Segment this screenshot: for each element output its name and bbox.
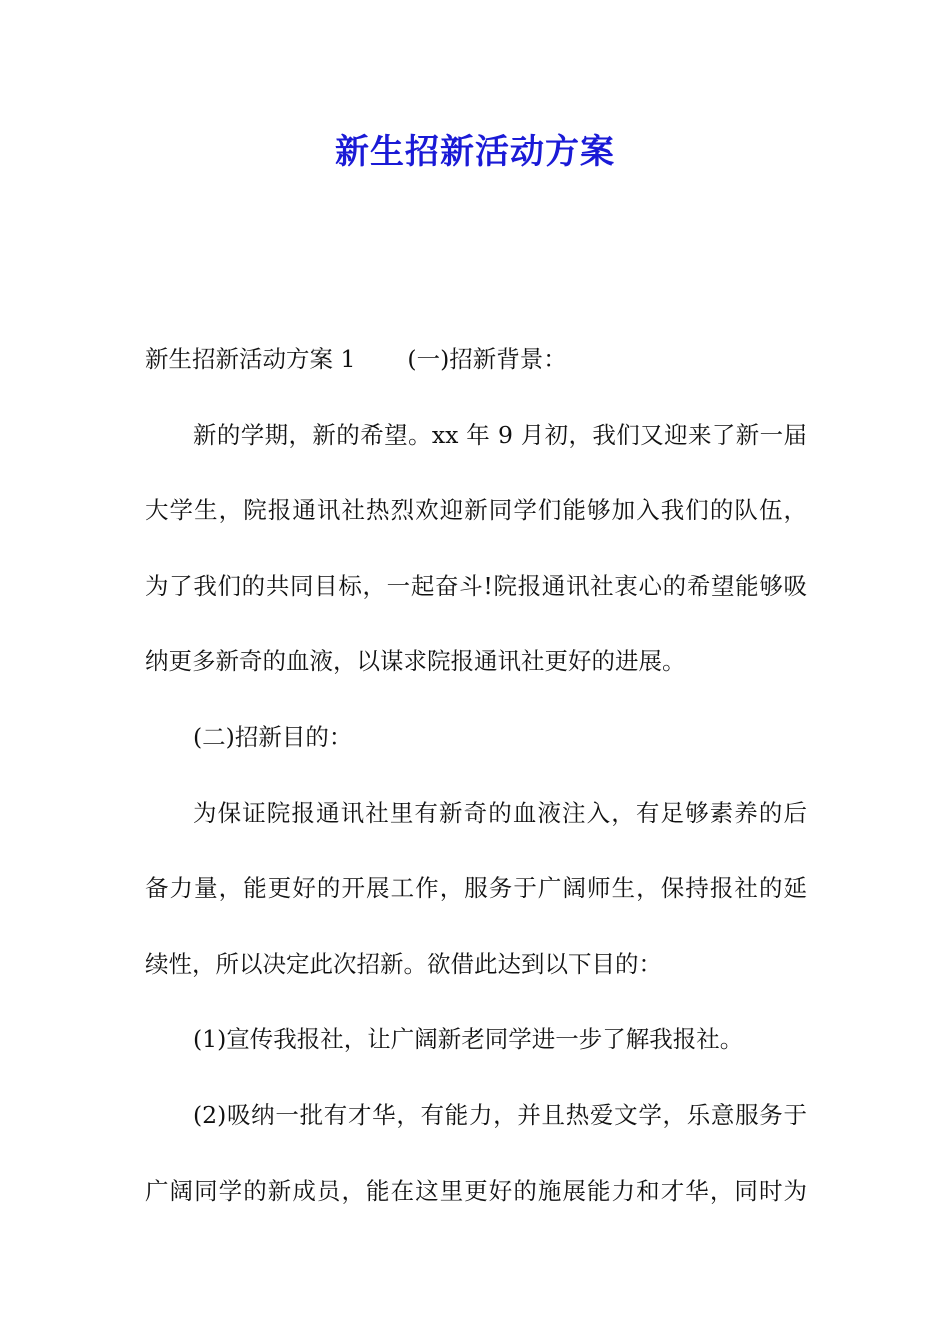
section-subheading: (一)招新背景： bbox=[407, 345, 567, 373]
paragraph-line: 备力量，能更好的开展工作，服务于广阔师生，保持报社的延 bbox=[145, 874, 807, 903]
section-heading: (二)招新目的： bbox=[193, 722, 353, 751]
paragraph-line: 为保证院报通讯社里有新奇的血液注入，有足够素养的后 bbox=[193, 798, 807, 827]
paragraph-line: 纳更多新奇的血液，以谋求院报通讯社更好的进展。 bbox=[145, 647, 686, 676]
document-body bbox=[145, 322, 807, 1229]
paragraph-line: 大学生，院报通讯社热烈欢迎新同学们能够加入我们的队伍， bbox=[145, 496, 807, 525]
paragraph-line: 新的学期，新的希望。xx 年 9 月初，我们又迎来了新一届 bbox=[193, 420, 807, 449]
section-heading: 新生招新活动方案 1 bbox=[145, 345, 356, 373]
paragraph-line: 为了我们的共同目标，一起奋斗!院报通讯社衷心的希望能够吸 bbox=[145, 571, 807, 600]
list-item: (1)宣传我报社，让广阔新老同学进一步了解我报社。 bbox=[193, 1025, 744, 1054]
document-title: 新生招新活动方案 bbox=[335, 132, 615, 172]
list-item: (2)吸纳一批有才华，有能力，并且热爱文学，乐意服务于 bbox=[193, 1100, 807, 1129]
paragraph-line bbox=[145, 322, 807, 398]
paragraph-line: 续性，所以决定此次招新。欲借此达到以下目的： bbox=[145, 949, 662, 978]
paragraph-line: 广阔同学的新成员，能在这里更好的施展能力和才华，同时为 bbox=[145, 1176, 807, 1205]
